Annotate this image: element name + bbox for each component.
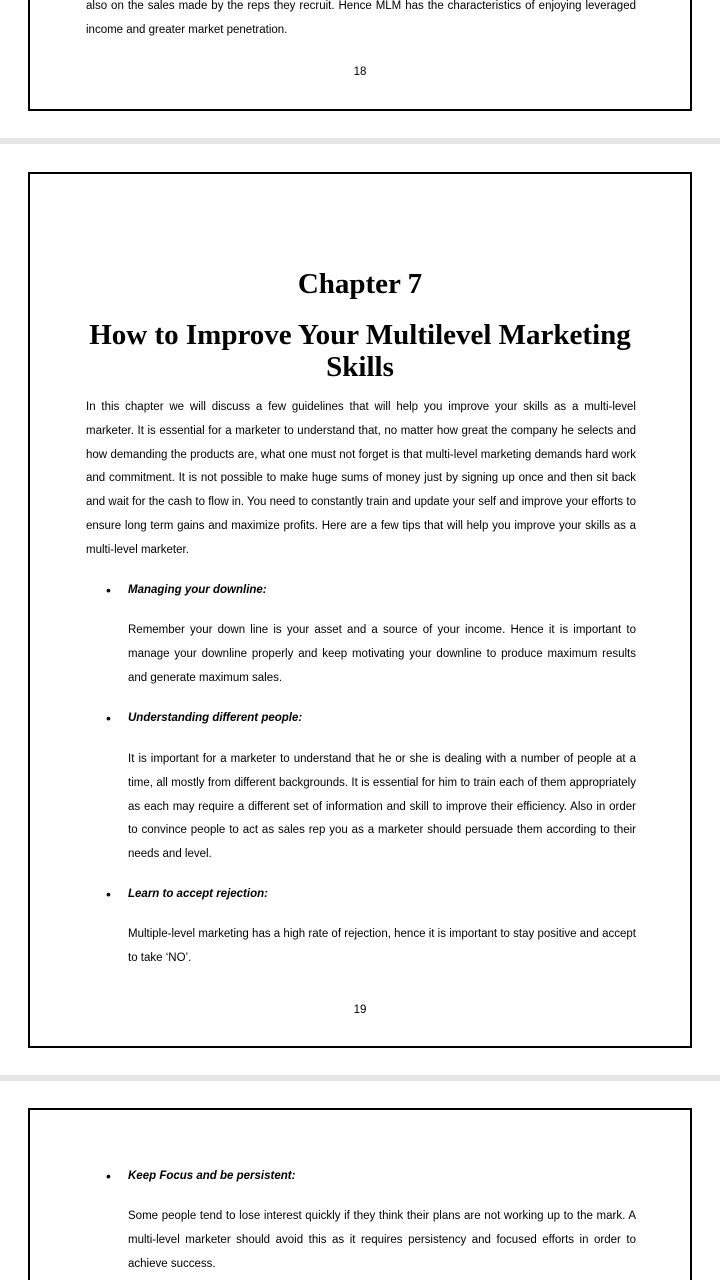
page-separator	[0, 138, 720, 144]
document-page-18	[28, 0, 692, 111]
bullet-icon: •	[106, 710, 111, 726]
bullet-body: Multiple-level marketing has a high rate of rejection, hence it is important to stay positive and accept to take ‘NO’.	[128, 928, 636, 964]
bullet-heading: Managing your downline:	[128, 584, 267, 596]
chapter-title: How to Improve Your Multilevel Marketing Skills	[89, 319, 631, 383]
intro-paragraph: In this chapter we will discuss a few guidelines that will help you improve your skills as a multi-level marketer. It is essential for a marketer to understand that, no matter how great the company he selects and how demanding the products are, what one must not forget is that multi-level marketing demands hard work and commitment. It is not possible to make huge sums of money just by signing up once and then sit back and wait for the cash to flow in. You need to constantly train and update your self and improve your efforts to ensure long term gains and maximize profits. Here are a few tips that will help you improve your skills as a multi-level marketer.	[86, 401, 636, 556]
bullet-icon: •	[106, 582, 111, 598]
bullet-heading: Keep Focus and be persistent:	[128, 1170, 296, 1182]
bullet-item	[106, 580, 646, 600]
bullet-heading: Understanding different people:	[128, 712, 303, 724]
bullet-body: Some people tend to lose interest quickly if they think their plans are not working up to the mark. A multi-level marketer should avoid this as it requires persistency and focused efforts in order to achieve success.	[128, 1210, 636, 1270]
bullet-item	[106, 1166, 646, 1186]
page-number: 18	[353, 66, 367, 78]
document-page-19	[28, 172, 692, 1048]
bullet-item	[106, 708, 646, 728]
paragraph: also on the sales made by the reps they recruit. Hence MLM has the characteristics of enjoying leveraged income and greater market penetration.	[86, 0, 636, 36]
bullet-body: Remember your down line is your asset and a source of your income. Hence it is important to manage your downline properly and keep motivating your downline to produce maximum results and generate maximum sales.	[128, 624, 636, 684]
bullet-icon: •	[106, 886, 111, 902]
bullet-item	[106, 884, 646, 904]
bullet-icon: •	[106, 1168, 111, 1184]
page-separator	[0, 1075, 720, 1081]
page-number: 19	[353, 1004, 367, 1016]
bullet-body: It is important for a marketer to understand that he or she is dealing with a number of people at a time, all mostly from different backgrounds. It is essential for him to train each of them appropriately as each may require a different set of information and skill to improve their efficiency. Also in order to convince people to act as sales rep you as a marketer should persuade them according to their needs and level.	[128, 753, 636, 861]
chapter-heading: Chapter 7	[297, 268, 423, 300]
bullet-heading: Learn to accept rejection:	[128, 888, 268, 900]
document-page-20	[28, 1108, 692, 1280]
